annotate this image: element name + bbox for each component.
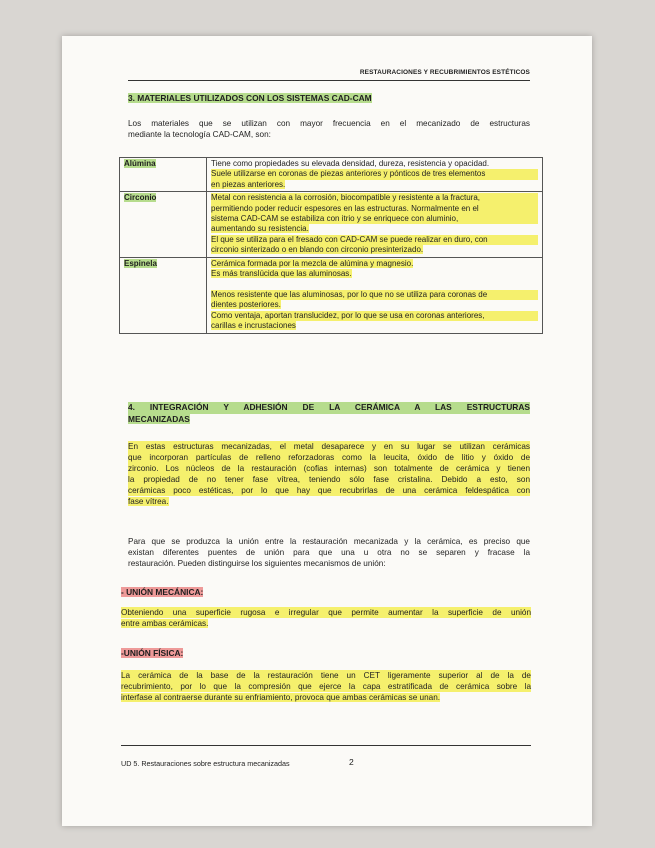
desc-line-text: Cerámica formada por la mezcla de alúmina y magnesio. (211, 258, 414, 268)
paragraph-line: recubrimiento, por lo que la compresión que ejerce la capa estratificada de cerámica sobre la (121, 682, 531, 692)
material-name-cell (120, 192, 207, 257)
desc-line-highlighted: Como ventaja, aportan translucidez, por lo que se usa en coronas anteriores, (211, 311, 538, 321)
desc-line-highlighted: El que se utiliza para el fresado con CAD-CAM se puede realizar en duro, con (211, 235, 538, 245)
desc-line-text: aumentando su resistencia. (211, 224, 309, 234)
footer-text: UD 5. Restauraciones sobre estructura mecanizadas (121, 759, 290, 768)
table-row-circonio (120, 192, 543, 257)
paragraph-line (128, 496, 530, 507)
physical-union-text (121, 670, 531, 703)
desc-line-blank (211, 279, 538, 289)
paragraph-line: La cerámica de la base de la restauración tiene un CET ligeramente superior al de la de (121, 671, 531, 680)
desc-line (211, 269, 538, 279)
material-name: Circonio (124, 193, 157, 203)
paragraph-line: restauración. Pueden distinguirse los siguientes mecanismos de unión: (128, 559, 386, 569)
paragraph-line: Obteniendo una superficie rugosa e irregular que permite aumentar la superficie de unión (121, 608, 531, 617)
paragraph-line: zirconio. Los núcleos de la restauración (cofias internas) son totalmente de cerámica y tienen (128, 464, 530, 474)
material-name-cell (120, 257, 207, 333)
desc-line (211, 321, 538, 331)
material-description (207, 192, 543, 257)
desc-line (211, 159, 538, 169)
materials-table (119, 157, 543, 334)
section-3-intro (128, 118, 530, 140)
header-rule (128, 80, 530, 81)
desc-line-highlighted: permitiendo poder reducir espesores en las estructuras. Normalmente en el (211, 204, 538, 214)
physical-union-title (121, 648, 183, 658)
intro-line: Los materiales que se utilizan con mayor frecuencia en el mecanizado de estructuras (128, 119, 530, 128)
paragraph-line (121, 692, 531, 703)
section-4-title-line: MECANIZADAS (128, 413, 190, 424)
paragraph-line: En estas estructuras mecanizadas, el metal desaparece y en su lugar se utilizan cerámicas (128, 442, 530, 451)
desc-line (211, 224, 538, 234)
page-number: 2 (349, 757, 354, 767)
document-page (62, 36, 592, 826)
material-name: Alúmina (124, 159, 156, 168)
desc-line-text: dientes posteriores. (211, 300, 281, 310)
paragraph-line: Para que se produzca la unión entre la restauración mecanizada y la cerámica, es preciso que (128, 537, 530, 546)
desc-line-text: Es más translúcida que las aluminosas. (211, 269, 352, 279)
desc-line-text: Tiene como propiedades su elevada densidad, dureza, resistencia y opacidad. (211, 159, 490, 168)
desc-line (211, 259, 538, 269)
paragraph-line: cerámicas poco estéticas, por lo que hay que recubrirlas de una cerámica feldespática con (128, 486, 530, 496)
paragraph-line-text: entre ambas cerámicas. (121, 619, 209, 629)
paragraph-line-text: interfase al contraerse durante su enfriamiento, provoca que ambas cerámicas se unan. (121, 693, 441, 703)
mechanical-union-title (121, 587, 203, 597)
table-row-alumina (120, 158, 543, 192)
desc-line-highlighted: Metal con resistencia a la corrosión, biocompatible y resistente a la fractura, (211, 193, 538, 203)
footer-rule (121, 745, 531, 746)
paragraph-line: que incorporan partículas de relleno reforzadoras como la leucita, óxido de litio y óxido de (128, 453, 530, 463)
section-4-paragraph-2 (128, 536, 530, 569)
paragraph-line-text: fase vítrea. (128, 497, 169, 507)
mechanical-union-title-text: - UNIÓN MECÁNICA: (121, 587, 204, 597)
desc-line (211, 245, 538, 255)
section-4-title-line: 4. INTEGRACIÓN Y ADHESIÓN DE LA CERÁMICA A LAS ESTRUCTURAS (128, 402, 530, 412)
desc-line-text: en piezas anteriores. (211, 179, 286, 189)
desc-line-highlighted: Suele utilizarse en coronas de piezas anteriores y pónticos de tres elementos (211, 169, 538, 179)
desc-line-text: circonio sinterizado o en blando con circonio presinterizado. (211, 245, 424, 255)
desc-line-text: carillas e incrustaciones (211, 321, 296, 331)
table-row-espinela (120, 257, 543, 333)
material-name: Espinela (124, 258, 157, 268)
material-name-cell (120, 158, 207, 192)
desc-line-highlighted: Menos resistente que las aluminosas, por lo que no se utiliza para coronas de (211, 290, 538, 300)
material-description (207, 158, 543, 192)
running-header: RESTAURACIONES Y RECUBRIMIENTOS ESTÉTICOS (359, 69, 530, 76)
paragraph-line: existan diferentes puentes de unión para que una u otra no se separen y fracase la (128, 548, 530, 558)
section-3-title-text: 3. MATERIALES UTILIZADOS CON LOS SISTEMAS CAD-CAM (128, 93, 372, 103)
section-3-title (128, 93, 372, 104)
intro-line: mediante la tecnología CAD-CAM, son: (128, 130, 271, 140)
desc-line (211, 300, 538, 310)
paragraph-line: la propiedad de no tener fase vítrea, teniendo sólo fase cristalina. Debido a esto, son (128, 475, 530, 485)
section-4-title (128, 402, 530, 425)
desc-line-highlighted: sistema CAD-CAM se estabiliza con itrio y se enriquece con aluminio, (211, 214, 538, 224)
desc-line (211, 180, 538, 190)
section-4-paragraph-1 (128, 441, 530, 508)
paragraph-line (121, 618, 531, 629)
material-description (207, 257, 543, 333)
mechanical-union-text (121, 607, 531, 629)
physical-union-title-text: -UNIÓN FÍSICA: (121, 648, 184, 658)
